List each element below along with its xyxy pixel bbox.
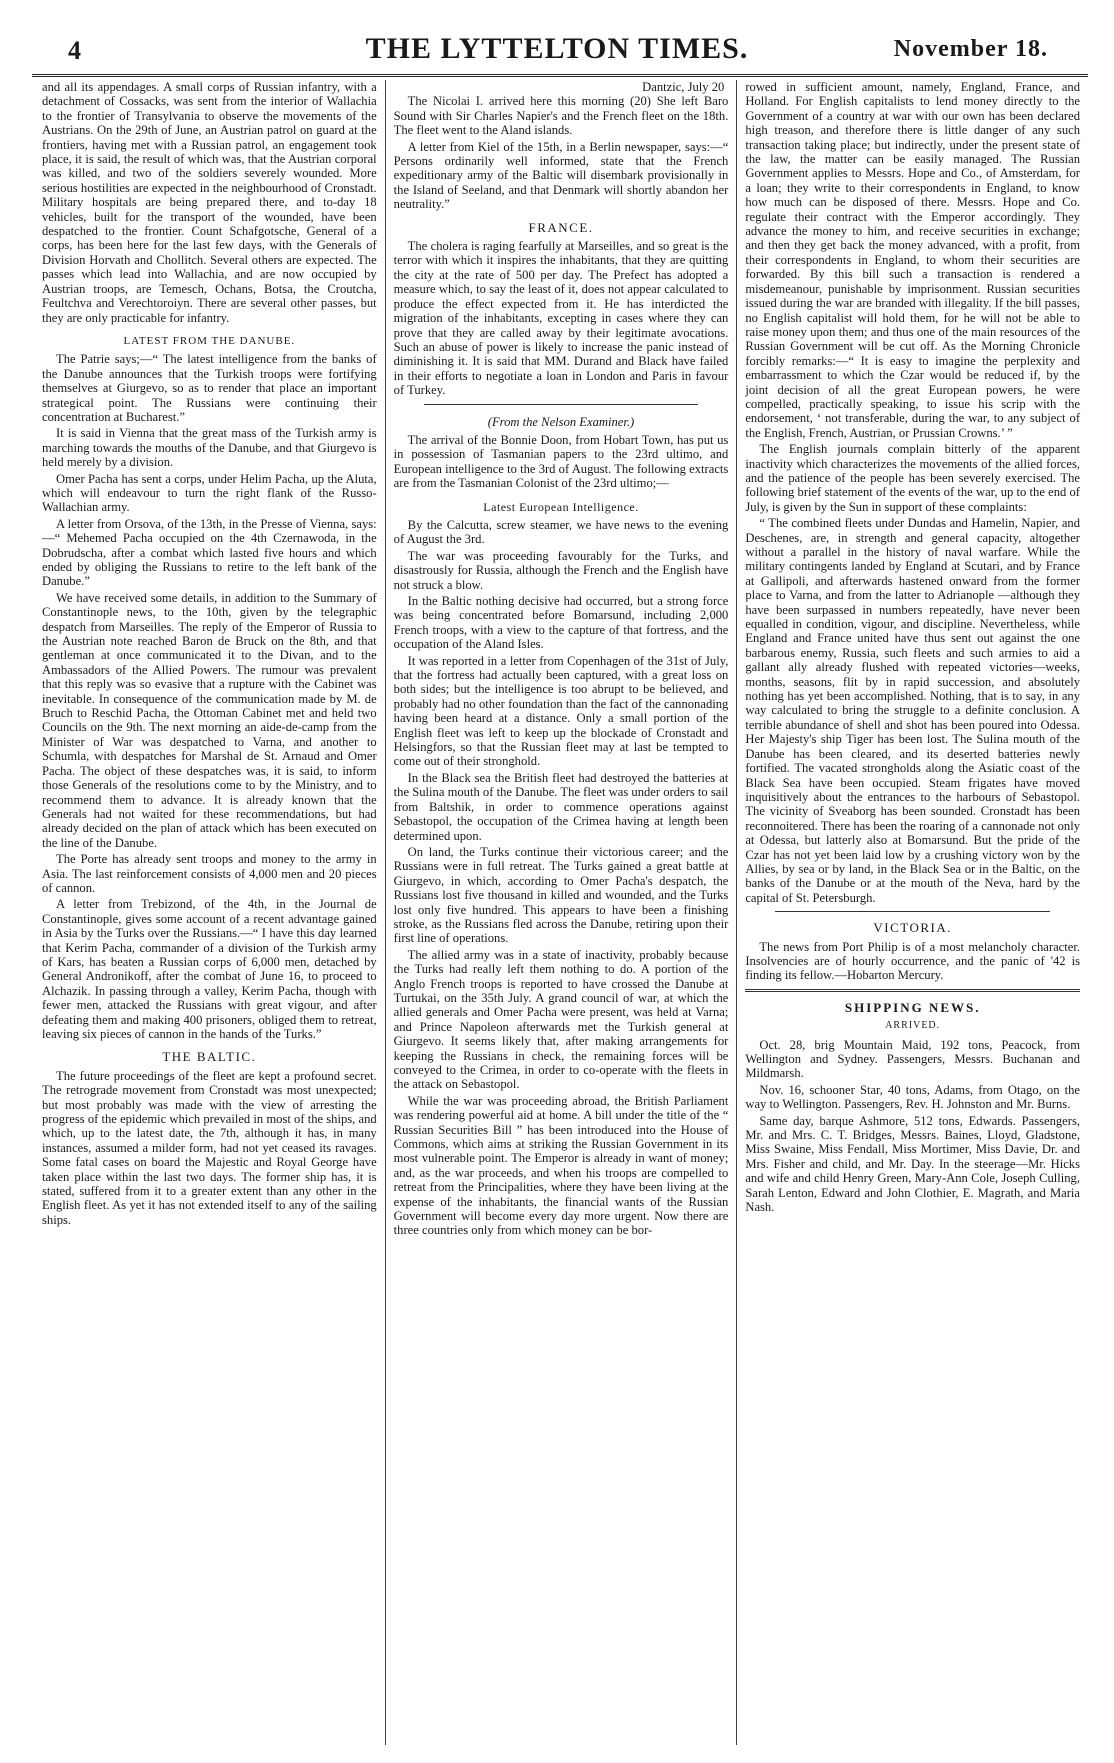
paragraph: Omer Pacha has sent a corps, under Helim Pacha, up the Aluta, which will endeavour to turn the right flank of the Russo-Wallachian army. (42, 471, 377, 515)
paragraph: In the Black sea the British fleet had destroyed the batteries at the Sulina mouth of the Danube. The fleet was under orders to sail from Baltshik, in order to commence operations against Sebastopol, the occupation of the Crimea having at length been determined upon. (393, 770, 729, 843)
paragraph: A letter from Orsova, of the 13th, in the Presse of Vienna, says:—“ Mehemed Pacha occupied on the 4th Czernawoda, in the Dobrudscha, after a combat which lasted five hours and which ended by obliging the Russians to retire to the left bank of the Danube.” (42, 516, 377, 589)
paper-title: THE LYTTELTON TIMES. (365, 32, 749, 65)
paragraph: By the Calcutta, screw steamer, we have news to the evening of August the 3rd. (393, 517, 729, 547)
paragraph: Same day, barque Ashmore, 512 tons, Edwards. Passengers, Mr. and Mrs. C. T. Bridges, Messrs. Baines, Lloyd, Gladstone, Miss Swaine, Miss Fendall, Miss Mortimer, Miss Davie, Dr. and Mrs. Fisher and child, and Mr. Day. In the steerage—Mr. Hicks and wife and child Henry Green, Mary-Ann Cole, Joseph Culling, Sarah Lenton, Edward and John Clothier, E. Magrath, and Maria Nash. (745, 1113, 1081, 1215)
masthead-rule (32, 74, 1088, 77)
section-heading-shipping: SHIPPING NEWS. (844, 999, 981, 1015)
paragraph: The Nicolai I. arrived here this morning (20) She left Baro Sound with Sir Charles Napier's and the French fleet on the 18th. The fleet went to the Aland islands. (393, 94, 729, 138)
masthead (40, 0, 1074, 78)
paragraph: The cholera is raging fearfully at Marseilles, and so great is the terror with which it inspires the inhabitants, that they are quitting the city at the rate of 500 per day. The Prefect has adopted a measure which, to say the least of it, does not appear calculated to produce the effect expected from it. He has interdicted the migration of the inhabitants, excepting in cases where they can prove that they are called away by their legitimate avocations. Such an abuse of power is likely to increase the panic instead of diminishing it. It is said that MM. Durand and Black have failed in their efforts to negotiate a loan in London and Paris in favour of Turkey. (393, 239, 729, 398)
paragraph: We have received some details, in addition to the Summary of Constantinople news, to the 10th, given by the telegraphic despatch from Marseilles. The reply of the Emperor of Russia to the Austrian note reached Baron de Bruck on the 8th, and that gentleman at once communicated it to the Divan, and to the Ambassadors of the Allied Powers. The rumour was prevalent that this reply was so evasive that a rupture with the Cabinet was inevitable. In consequence of the communication made by M. de Bruch to Reschid Pacha, the Ottoman Cabinet met and held two Councils on the 9th. The next morning an aide-de-camp from the Minister of War was despatched to Varna, and another to Schumla, with despatches for Marshal de St. Arnaud and Omer Pacha. The object of these despatches was, it is said, to inform those Generals of the resolutions come to by the Ministry, and to recommend them to advance. It is already known that the Generals had not waited for these recommendations, but had already decided on the plan of attack which has been executed on the line of the Danube. (42, 590, 377, 850)
paragraph: On land, the Turks continue their victorious career; and the Russians were in full retreat. The Turks gained a great battle at Giurgevo, in which, according to Omer Pacha's despatch, the Russians lost five thousand in killed and wounded, and the Turks lost only five hundred. This appears to have been a finishing stroke, as the Russians fled across the Danube, retiring upon their first line of operations. (393, 844, 729, 946)
paragraph: The allied army was in a state of inactivity, probably because the Turks had really left them nothing to do. A portion of the Anglo French troops is reported to have crossed the Danube at Turtukai, on the 35th July. A grand council of war, at which the allied generals and Omer Pacha were present, was held at Varna; and Prince Napoleon afterwards met the Turkish general at Giurgevo. It seems likely that, after making arrangements for keeping the Russians in check, the remaining forces will be conveyed to the Crimea, in order to co-operate with the fleets in the attack on Sebastopol. (393, 947, 729, 1092)
section-heading-france: FRANCE. (528, 219, 594, 235)
paragraph: In the Baltic nothing decisive had occurred, but a strong force was being concentrated before Bomarsund, including 2,000 French troops, with a view to the capture of that fortress, and the occupation of the Aland Isles. (393, 594, 729, 652)
paragraph: The news from Port Philip is of a most melancholy character. Insolvencies are of hourly occurrence, and the panic of '42 is finding its fellow.—Hobarton Mercury. (745, 939, 1081, 983)
paragraph: The Patrie says;—“ The latest intelligence from the banks of the Danube announces that the Turkish troops were fortifying themselves at Giurgevo, so as to render that place an important strategical point. The Russians were continuing their concentration at Bucharest.” (42, 352, 377, 424)
dateline: Dantzic, July 20 (642, 80, 725, 94)
section-subheading-arrived: ARRIVED. (885, 1020, 941, 1032)
section-heading-victoria: VICTORIA. (873, 920, 952, 936)
paragraph: A letter from Trebizond, of the 4th, in the Journal de Constantinople, gives some account of a recent advantage gained in Asia by the Turks over the Russians.—“ I have this day learned that Kerim Pacha, commander of a division of the Turkish army of Kars, has beaten a Russian corps of 6,000 men, detached by General Andronikoff, after the combat of June 16, to proceed to Alchazik. In passing through a valley, Kerim Pacha, though with fewer men, attacked the Russians with great vigour, and after defeating them and making 400 prisoners, obliged them to retreat, leaving six pieces of cannon in the hands of the Turks.” (42, 897, 377, 1041)
section-heading-danube: LATEST FROM THE DANUBE. (123, 334, 296, 347)
divider (775, 911, 1050, 912)
section-heading-baltic: THE BALTIC. (162, 1049, 257, 1065)
paragraph: While the war was proceeding abroad, the British Parliament was rendering powerful aid at home. A bill under the title of the “ Russian Securities Bill ” has been introduced into the House of Commons, which aims at striking the Russian Government in its most vulnerable point. The Emperor is already in want of money; and, as the war proceeds, and when his troops are compelled to retreat from the Principalities, where they have been living at the expense of the inhabitants, the financial wants of the Russian Government will become every day more urgent. Now there are three countries only from which money can be bor- (393, 1093, 729, 1238)
divider (745, 989, 1080, 992)
paragraph: The arrival of the Bonnie Doon, from Hobart Town, has put us in possession of Tasmanian papers to the 23rd ultimo, and European intelligence to the 3rd of August. The following extracts are from the Tasmanian Colonist of the 23rd ultimo;— (393, 432, 729, 491)
paragraph: The war was proceeding favourably for the Turks, and disastrously for Russia, although the French and the English have not struck a blow. (393, 548, 729, 592)
paragraph: It is said in Vienna that the great mass of the Turkish army is marching towards the mouths of the Danube, and that Giurgevo is held merely by a division. (42, 426, 377, 470)
issue-date: November 18. (893, 36, 1048, 62)
section-heading-nelson-examiner: (From the Nelson Examiner.) (487, 414, 635, 429)
paragraph: A letter from Kiel of the 15th, in a Berlin newspaper, says:—“ Persons ordinarily well informed, state that the French expeditionary army of the Baltic will disembark provisionally in the Island of Seeland, and that Denmark will shortly abandon her neutrality.” (393, 139, 729, 212)
article-columns (34, 80, 1088, 1745)
paragraph: The future proceedings of the fleet are kept a profound secret. The retrograde movement from Cronstadt was most unexpected; but most probably was made with the view of arresting the progress of the epidemic which prevailed in most of the ships, and which, up to the latest date, the 7th, although it has, in many instances, assumed a milder form, had not yet ceased its ravages. Some fatal cases on board the Majestic and Royal George have taken place within the last two days. The former ship has, it is stated, suffered from it to a greater extent than any other in the English fleet. As yet it has not extended itself to any of the sailing ships. (42, 1068, 377, 1227)
paragraph: It was reported in a letter from Copenhagen of the 31st of July, that the fortress had actually been captured, with a great loss on both sides; but the intelligence is too abrupt to be believed, and probably had no other foundation than the fact of the cannonading having been heard at a distance. Only a small portion of the English fleet was left to keep up the blockade of Cronstadt and Helsingfors, so that the Russian fleet may at last be tempted to come out of their stronghold. (393, 653, 729, 769)
paragraph: The English journals complain bitterly of the apparent inactivity which characterizes the movements of the allied forces, and the patience of the people has been severely exercised. The following brief statement of the events of the war, up to the end of July, is given by the Sun in support of these complaints: (745, 442, 1081, 514)
section-heading-european-intelligence: Latest European Intelligence. (483, 499, 639, 514)
paragraph: Oct. 28, brig Mountain Maid, 192 tons, Peacock, from Wellington and Sydney. Passengers, Messrs. Buchanan and Mildmarsh. (745, 1037, 1081, 1081)
column-3 (736, 80, 1088, 1745)
divider (424, 404, 699, 405)
paragraph: The Porte has already sent troops and money to the army in Asia. The last reinforcement consists of 4,000 men and 20 pieces of cannon. (42, 852, 377, 895)
paragraph: rowed in sufficient amount, namely, England, France, and Holland. For English capitalists to lend money directly to the Government of a country at war with our own has been declared high treason, and therefore there is little danger of any such transaction taking place; but indirectly, under the present state of the law, the matter can be easily managed. The Russian Government applies to Messrs. Hope and Co., of Amsterdam, for a loan; they write to their correspondents in England, to know how much can be disposed of there. Messrs. Hope and Co. regulate their contract with the Emperor accordingly. They advance the money to him, and receive securities in exchange; and then they get back the money advanced, with a profit, from their correspondents in England, to whom their securities are forwarded. By this bill such a transaction is rendered a misdemeanour, punishable by imprisonment. Russian securities issued during the war are branded with illegality. If the bill passes, no English capitalist will hold them, for he will not be able to raise money upon them; and thus one of the main resources of the Russian Government will be cut off. As the Morning Chronicle forcibly remarks:—“ It is easy to imagine the perplexity and embarrassment to which the Czar would be reduced if, by the joint decision of all the great European powers, he were compelled, practically speaking, to issue his scrip with the endorsement, ‘ not transferable, during the war, to any subject of the English, French, Austrian, or Prussian Crowns.’ ” (745, 80, 1081, 440)
column-2 (385, 80, 737, 1745)
column-1 (34, 80, 385, 1745)
page-number: 4 (68, 36, 81, 65)
paragraph: Nov. 16, schooner Star, 40 tons, Adams, from Otago, on the way to Wellington. Passengers, Rev. H. Johnston and Mr. Burns. (745, 1082, 1081, 1112)
paragraph: and all its appendages. A small corps of Russian infantry, with a detachment of Cossacks, was sent from the interior of Wallachia to the frontier of Transylvania to observe the movements of the Austrians. On the 29th of June, an Austrian patrol on guard at the frontiers, having met with a Russian patrol, an engagement took place, it is said, the result of which was, that the Austrian corporal was killed, and two of the soldiers severely wounded. More serious hostilities are expected in the neighbourhood of Cronstadt. Military hospitals are being prepared there, and to-day 18 vehicles, built for the transport of the wounded, have been despatched to the frontier. Count Schafgotsche, General of a corps, has been here for the last few days, with the Generals of Division Horvath and Chollitch. Several others are expected. The passes which lead into Wallachia, and are now occupied by Austrian troops, are Temesch, Ochans, Botsa, the Croutcha, Feultchva and Verechtoroiyn. There are several other passes, but they are only practicable for infantry. (42, 80, 377, 325)
paragraph: “ The combined fleets under Dundas and Hamelin, Napier, and Deschenes, are, in strength and general capacity, altogether without a parallel in the history of naval warfare. While the military contingents landed by England at Scutari, and by France at Gallipoli, and afterwards hastened onward from the former place to Varna, and from the latter to Adrianople —although they have been surpassed in numbers repeatedly, have never been equalled in condition, vigour, and discipline. Nevertheless, while England and France united have thus sent out against the one barbarous enemy, Russia, such fleets and such armies to aid a gallant ally already flushed with repeated victories—weeks, months, seasons, flit by in rapid succession, and absolutely nothing has yet been accomplished. Nothing, that is to say, in any way calculated to bring the struggle to a definite conclusion. A terrible abundance of shell and shot has been poured into Odessa. Her Majesty's ship Tiger has been lost. The Sulina mouth of the Danube has been cleared, and its deserted batteries newly fortified. The vacated strongholds along the Asiatic coast of the Black Sea have been occupied. Steam frigates have moved inquisitively about the entrances to the harbours of Sebastopol. The vicinity of Sveaborg has been sounded. Cronstadt has been reconnoitered. There has been the roaring of a cannonade not only at Odessa, but latterly also at Bomarsund. But the pride of the Czar has not yet been laid low by a crushing victory won by the Allies, by sea or by land, in the Black Sea or in the Baltic, on the banks of the Danube or at the mouth of the Neva, hard by the capital of St. Petersburgh. (745, 516, 1081, 905)
